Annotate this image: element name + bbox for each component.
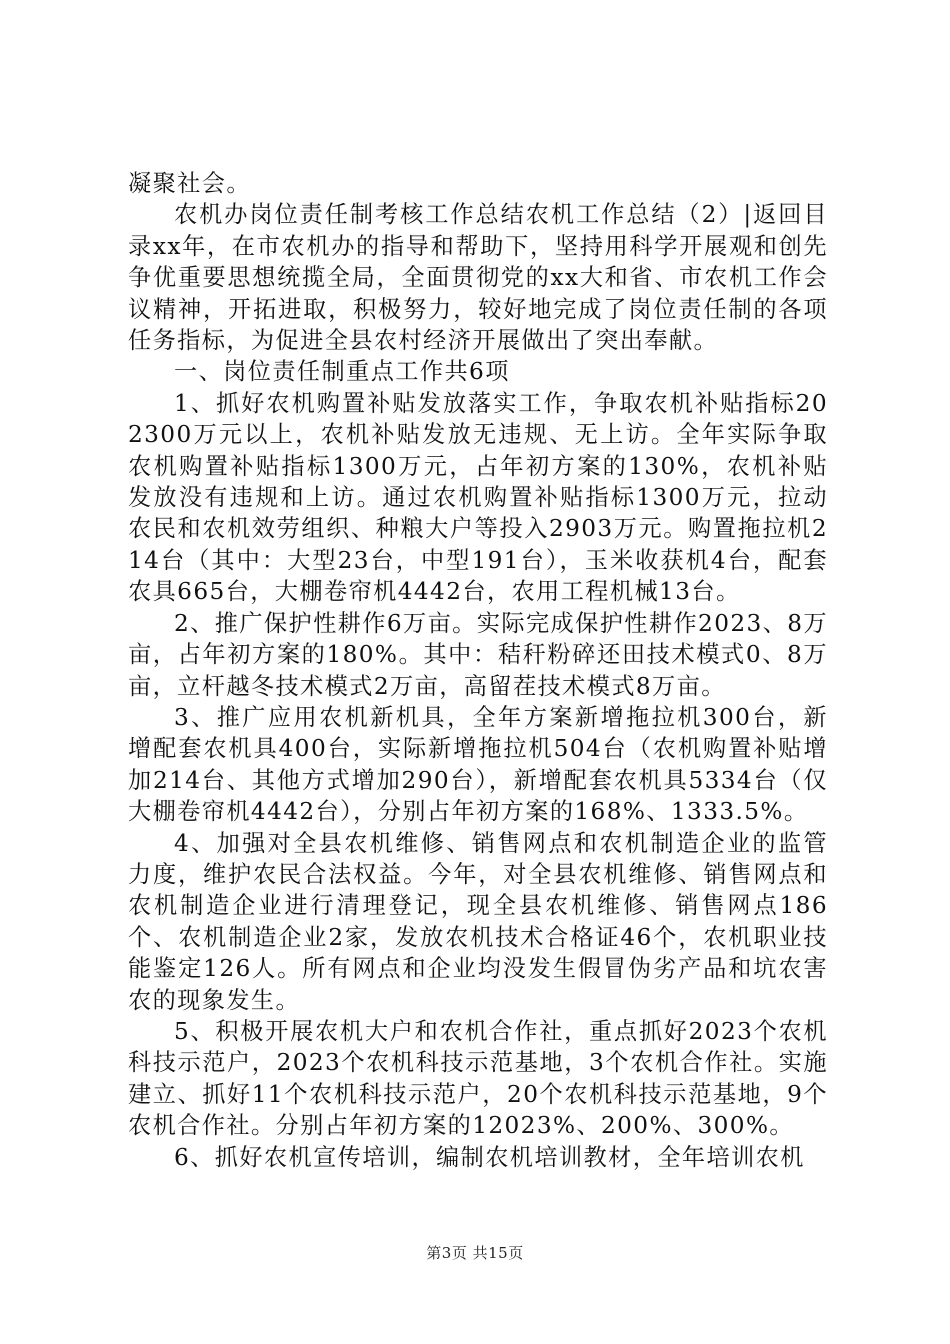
page-number-footer: 第3页 共15页 xyxy=(426,1244,524,1262)
paragraph-continuation: 凝聚社会。 xyxy=(128,170,251,197)
paragraph-item-4-supervision: 4、加强对全县农机维修、销售网点和农机制造企业的监管力度，维护农民合法权益。今年，对全县农机维修、销售网点和农机制造企业进行清理登记，现全县农机维修、销售网点186个、农机制造企业2家，发放农机技术合格证46个，农机职业技能鉴定126人。所有网点和企业均没发生假冒伪劣产品和坑农害农的现象发生。 xyxy=(128,829,828,1014)
paragraph-item-1-subsidy: 1、抓好农机购置补贴发放落实工作，争取农机补贴指标202300万元以上，农机补贴发放无违规、无上访。全年实际争取农机购置补贴指标1300万元，占年初方案的130%，农机补贴发放没有违规和上访。通过农机购置补贴指标1300万元，拉动农民和农机效劳组织、种粮大户等投入2903万元。购置拖拉机214台（其中：大型23台，中型191台），玉米收获机4台，配套农具665台，大棚卷帘机4442台，农用工程机械13台。 xyxy=(128,389,828,606)
paragraph-item-5-cooperatives: 5、积极开展农机大户和农机合作社，重点抓好2023个农机科技示范户，2023个农机科技示范基地，3个农机合作社。实施建立、抓好11个农机科技示范户，20个农机科技示范基地，9个农机合作社。分别占年初方案的12023%、200%、300%。 xyxy=(128,1017,828,1140)
paragraph-item-2-conservation-tillage: 2、推广保护性耕作6万亩。实际完成保护性耕作2023、8万亩，占年初方案的180%。其中：秸秆粉碎还田技术模式0、8万亩，立杆越冬技术模式2万亩，高留茬技术模式8万亩。 xyxy=(128,609,828,700)
document-body xyxy=(128,168,828,1173)
section-heading-key-tasks: 一、岗位责任制重点工作共6项 xyxy=(174,358,510,386)
paragraph-item-3-new-machinery: 3、推广应用农机新机具，全年方案新增拖拉机300台，新增配套农机具400台，实际新增拖拉机504台（农机购置补贴增加214台、其他方式增加290台），新增配套农机具5334台（仅大棚卷帘机4442台），分别占年初方案的168%、1333.5%。 xyxy=(128,703,828,826)
paragraph-summary-intro: 农机办岗位责任制考核工作总结农机工作总结（2）|返回目录xx年，在市农机办的指导和帮助下，坚持用科学开展观和创先争优重要思想统揽全局，全面贯彻党的xx大和省、市农机工作会议精神，开拓进取，积极努力，较好地完成了岗位责任制的各项任务指标，为促进全县农村经济开展做出了突出奉献。 xyxy=(128,201,828,355)
paragraph-item-6-training: 6、抓好农机宣传培训，编制农机培训教材，全年培训农机 xyxy=(174,1143,805,1171)
